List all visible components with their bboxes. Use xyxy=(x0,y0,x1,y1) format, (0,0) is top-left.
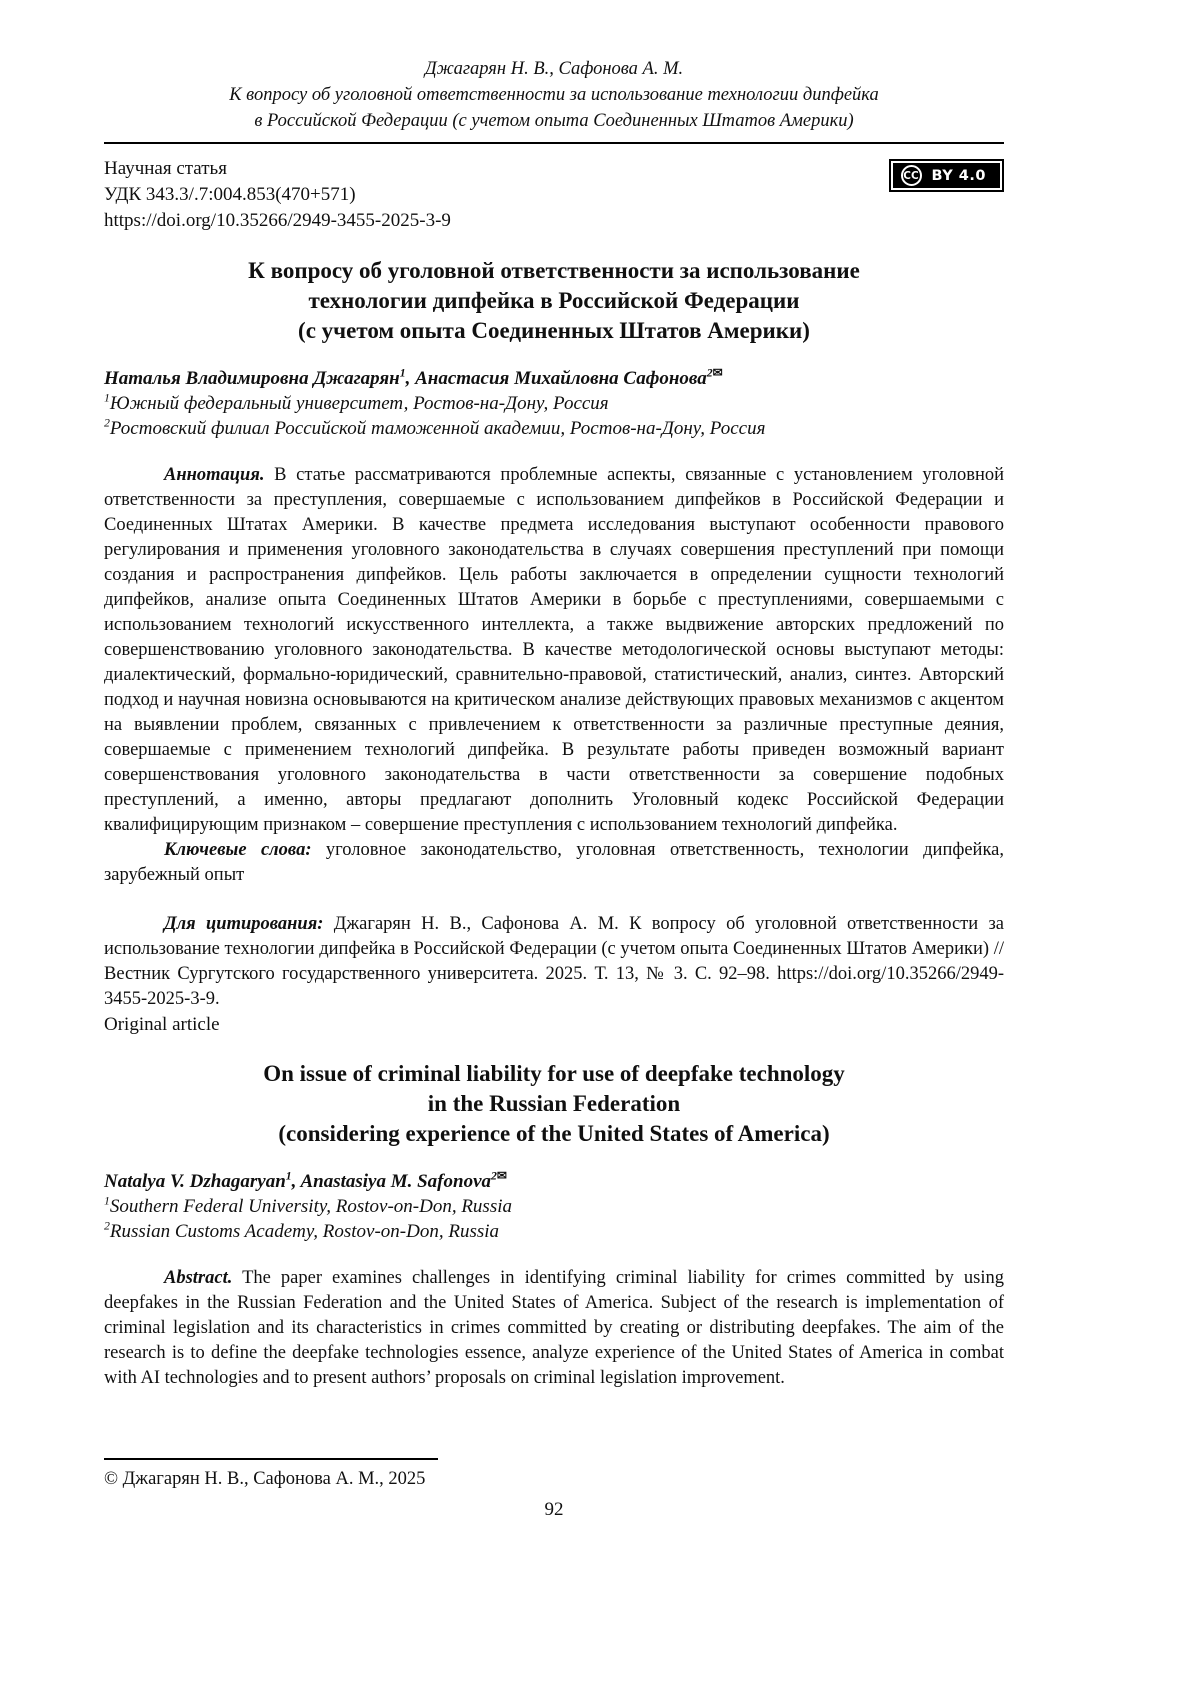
title-ru-line-3: (с учетом опыта Соединенных Штатов Америки) xyxy=(298,318,810,343)
abstract-ru-label: Аннотация. xyxy=(164,465,265,485)
cc-license-label: BY 4.0 xyxy=(931,167,986,184)
title-ru-line-2: технологии дипфейка в Российской Федерации xyxy=(308,288,800,313)
abstract-en-text: The paper examines challenges in identifying criminal liability for crimes committed by using deepfakes in the Russian Federation and the United States of America. Subject of the research is implementation of criminal legislation and its characteristics in crimes committed by creating or distributing deepfakes. The aim of the research is to define the deepfake technologies essence, analyze experience of the United States of America in combat with AI technologies and to present authors’ proposals on criminal legislation improvement. xyxy=(104,1268,1004,1388)
running-head-authors: Джагарян Н. В., Сафонова А. М. xyxy=(424,59,684,79)
author-ru-1: Наталья Владимировна Джагарян xyxy=(104,368,400,389)
author-ru-1-sup: 1 xyxy=(399,366,406,380)
cc-license-badge[interactable] xyxy=(889,159,1005,192)
affiliation-ru-2-sup: 2 xyxy=(104,416,110,430)
affiliation-ru-1-text: Южный федеральный университет, Ростов-на-Дону, Россия xyxy=(109,393,609,414)
keywords-ru-label: Ключевые слова: xyxy=(164,840,312,860)
authors-ru-separator: , xyxy=(405,368,416,389)
author-en-2-sup: 2 xyxy=(491,1169,497,1183)
citation-ru xyxy=(104,912,1004,1012)
page-footer xyxy=(104,1458,1004,1522)
affiliation-en-1-text: Southern Federal University, Rostov-on-Don, Russia xyxy=(109,1196,512,1217)
title-ru-line-1: К вопросу об уголовной ответственности за использование xyxy=(248,258,860,283)
author-ru-2: Анастасия Михайловна Сафонова xyxy=(415,368,707,389)
affiliation-ru-1 xyxy=(104,391,1004,416)
authors-ru xyxy=(104,366,1004,391)
author-en-1-sup: 1 xyxy=(285,1169,292,1183)
author-en-1: Natalya V. Dzhagaryan xyxy=(104,1171,286,1192)
affiliation-en-1 xyxy=(104,1194,1004,1219)
page-number: 92 xyxy=(544,1499,564,1520)
author-ru-2-sup: 2 xyxy=(706,366,713,380)
running-head-title-line-2: в Российской Федерации (с учетом опыта Соединенных Штатов Америки) xyxy=(254,111,854,131)
affiliation-en-2 xyxy=(104,1219,1004,1244)
keywords-ru xyxy=(104,838,1004,888)
citation-ru-label: Для цитирования: xyxy=(164,914,324,934)
authors-en xyxy=(104,1169,1004,1194)
affiliation-en-2-sup: 2 xyxy=(104,1219,110,1233)
abstract-en xyxy=(104,1266,1004,1391)
article-meta xyxy=(104,156,1004,234)
affiliation-ru-2 xyxy=(104,416,1004,441)
running-head xyxy=(104,56,1004,134)
udc-code: УДК 343.3/.7:004.853(470+571) xyxy=(104,184,356,205)
article-title-en xyxy=(104,1059,1004,1149)
author-en-2: Anastasiya M. Safonova xyxy=(300,1171,492,1192)
affiliation-en-1-sup: 1 xyxy=(104,1194,110,1208)
footer-divider xyxy=(104,1458,438,1460)
affiliation-en-2-text: Russian Customs Academy, Rostov-on-Don, Russia xyxy=(109,1221,500,1242)
authors-en-separator: , xyxy=(291,1171,301,1192)
affiliation-ru-2-text: Ростовский филиал Российской таможенной академии, Ростов-на-Дону, Россия xyxy=(109,418,766,439)
header-divider xyxy=(104,142,1004,144)
citation-ru-text: Джагарян Н. В., Сафонова А. М. К вопросу об уголовной ответственности за использование технологии дипфейка в Российской Федерации (с учетом опыта Соединенных Штатов Америки) // Вестник Сургутского государственного университета. 2025. Т. 13, № 3. С. 92–98. https://doi.org/10.35266/2949-3455-2025-3-9. xyxy=(104,914,1004,1009)
abstract-en-label: Abstract. xyxy=(164,1268,233,1288)
title-en-line-3: (considering experience of the United States of America) xyxy=(278,1121,830,1146)
title-en-line-2: in the Russian Federation xyxy=(427,1091,681,1116)
copyright-line: © Джагарян Н. В., Сафонова А. М., 2025 xyxy=(104,1469,426,1489)
affiliation-ru-1-sup: 1 xyxy=(104,391,110,405)
article-title-ru xyxy=(104,256,1004,346)
article-type-ru: Научная статья xyxy=(104,158,227,179)
running-head-title-line-1: К вопросу об уголовной ответственности за использование технологии дипфейка xyxy=(229,85,879,105)
abstract-ru-text: В статье рассматриваются проблемные аспекты, связанные с установлением уголовной ответственности за преступления, совершаемые с использованием дипфейков в Российской Федерации и Соединенных Штатах Америки. В качестве предмета исследования выступают особенности правового регулирования и применения уголовного законодательства в случаях совершения преступлений при помощи создания и распространения дипфейков. Цель работы заключается в определении сущности технологий дипфейков, анализе опыта Соединенных Штатов Америки в борьбе с преступлениями, совершаемыми с использованием технологий искусственного интеллекта, а также выдвижение авторских предложений по совершенствованию уголовного законодательства. В качестве методологической основы выступают методы: диалектический, формально-юридический, сравнительно-правовой, статистический, анализ, синтез. Авторский подход и научная новизна основываются на критическом анализе действующих правовых механизмов с акцентом на выявлении проблем, связанных с привлечением к ответственности за различные преступные деяния, совершаемые с применением технологий дипфейка. В результате работы приведен возможный вариант совершенствования уголовного законодательства в части ответственности за совершение подобных преступлений, а именно, авторы предлагают дополнить Уголовный кодекс Российской Федерации квалифицирующим признаком – совершение преступления с использованием технологий дипфейка. xyxy=(104,465,1004,835)
cc-icon: CC xyxy=(901,165,922,186)
email-icon: ✉ xyxy=(496,1169,507,1183)
doi-link[interactable]: https://doi.org/10.35266/2949-3455-2025-3-9 xyxy=(104,210,451,231)
article-type-en: Original article xyxy=(104,1014,220,1035)
title-en-line-1: On issue of criminal liability for use of deepfake technology xyxy=(263,1061,845,1086)
email-icon: ✉ xyxy=(712,366,723,380)
keywords-ru-text: уголовное законодательство, уголовная ответственность, технологии дипфейка, зарубежный опыт xyxy=(104,840,1004,885)
abstract-ru xyxy=(104,463,1004,838)
article-meta-left xyxy=(104,156,451,234)
cc-license-badge-inner xyxy=(893,163,1001,188)
